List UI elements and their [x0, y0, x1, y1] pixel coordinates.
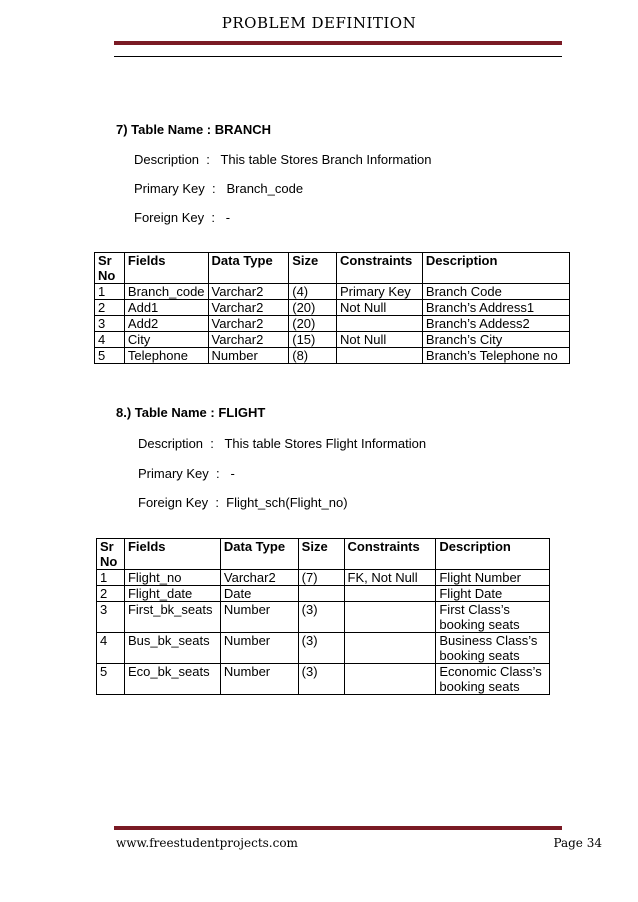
- table-cell: Not Null: [337, 332, 423, 348]
- table-cell: Primary Key: [337, 284, 423, 300]
- table-cell: 3: [95, 316, 125, 332]
- table-cell: Bus_bk_seats: [124, 633, 220, 664]
- table-cell: Flight_date: [124, 586, 220, 602]
- table-row: [95, 348, 570, 364]
- table-row: [95, 332, 570, 348]
- table-cell: Number: [220, 602, 298, 633]
- table-cell: (3): [298, 664, 344, 695]
- table-cell: (15): [289, 332, 337, 348]
- table-header-row: [97, 539, 550, 570]
- header-rule: [114, 56, 562, 57]
- column-header: Description: [422, 253, 569, 284]
- table-cell: 5: [97, 664, 125, 695]
- table-cell: Number: [208, 348, 289, 364]
- column-header: Data Type: [220, 539, 298, 570]
- table-row: [97, 586, 550, 602]
- table-cell: [344, 602, 436, 633]
- table-cell: Number: [220, 633, 298, 664]
- section-7-title: 7) Table Name : BRANCH: [116, 122, 272, 137]
- table-row: [95, 284, 570, 300]
- footer-page-number: Page 34: [553, 836, 602, 850]
- table-cell: (7): [298, 570, 344, 586]
- section-7-foreign-key: Foreign Key : -: [134, 210, 231, 225]
- column-header: Sr No: [97, 539, 125, 570]
- header-accent-rule: [114, 41, 562, 45]
- footer-website-link[interactable]: www.freestudentprojects.com: [116, 836, 298, 850]
- table-cell: Varchar2: [208, 284, 289, 300]
- table-cell: [344, 586, 436, 602]
- table-cell: FK, Not Null: [344, 570, 436, 586]
- section-7-description: Description : This table Stores Branch Information: [134, 152, 432, 167]
- table-cell: First Class’s booking seats: [436, 602, 550, 633]
- table-cell: 4: [95, 332, 125, 348]
- table-cell: (20): [289, 300, 337, 316]
- table-cell: Add1: [124, 300, 208, 316]
- table-cell: Business Class’s booking seats: [436, 633, 550, 664]
- column-header: Sr No: [95, 253, 125, 284]
- table-cell: Branch Code: [422, 284, 569, 300]
- column-header: Constraints: [344, 539, 436, 570]
- table-cell: (20): [289, 316, 337, 332]
- table-cell: Varchar2: [208, 316, 289, 332]
- table-cell: [298, 586, 344, 602]
- table-cell: Branch_code: [124, 284, 208, 300]
- table-row: [97, 602, 550, 633]
- table-cell: Branch’s Addess2: [422, 316, 569, 332]
- column-header: Size: [289, 253, 337, 284]
- table-cell: Branch’s Address1: [422, 300, 569, 316]
- table-cell: Varchar2: [208, 332, 289, 348]
- table-cell: Economic Class’s booking seats: [436, 664, 550, 695]
- table-row: [97, 664, 550, 695]
- table-header-row: [95, 253, 570, 284]
- table-cell: 3: [97, 602, 125, 633]
- table-cell: Telephone: [124, 348, 208, 364]
- table-cell: Number: [220, 664, 298, 695]
- table-cell: 1: [97, 570, 125, 586]
- table-cell: Flight Date: [436, 586, 550, 602]
- table-cell: [337, 348, 423, 364]
- table-cell: Date: [220, 586, 298, 602]
- table-cell: 4: [97, 633, 125, 664]
- footer-accent-rule: [114, 826, 562, 830]
- table-cell: Flight Number: [436, 570, 550, 586]
- column-header: Fields: [124, 253, 208, 284]
- section-8-primary-key: Primary Key : -: [138, 466, 235, 481]
- table-cell: Varchar2: [220, 570, 298, 586]
- table-cell: 5: [95, 348, 125, 364]
- table-cell: Flight_no: [124, 570, 220, 586]
- section-8-title: 8.) Table Name : FLIGHT: [116, 405, 266, 420]
- table-row: [95, 300, 570, 316]
- table-cell: 2: [97, 586, 125, 602]
- column-header: Data Type: [208, 253, 289, 284]
- table-cell: (3): [298, 633, 344, 664]
- table-cell: Branch’s City: [422, 332, 569, 348]
- table-row: [97, 633, 550, 664]
- column-header: Constraints: [337, 253, 423, 284]
- table-cell: Eco_bk_seats: [124, 664, 220, 695]
- table-row: [97, 570, 550, 586]
- column-header: Fields: [124, 539, 220, 570]
- table-cell: City: [124, 332, 208, 348]
- section-8-foreign-key: Foreign Key : Flight_sch(Flight_no): [138, 495, 348, 510]
- page-header-title: PROBLEM DEFINITION: [221, 14, 417, 32]
- table-cell: [344, 633, 436, 664]
- table-cell: 1: [95, 284, 125, 300]
- column-header: Size: [298, 539, 344, 570]
- table-cell: (3): [298, 602, 344, 633]
- section-8-description: Description : This table Stores Flight Information: [138, 436, 427, 451]
- table-cell: 2: [95, 300, 125, 316]
- table-cell: Branch’s Telephone no: [422, 348, 569, 364]
- flight-table: [96, 538, 550, 695]
- column-header: Description: [436, 539, 550, 570]
- section-7-primary-key: Primary Key : Branch_code: [134, 181, 304, 196]
- table-cell: (4): [289, 284, 337, 300]
- table-cell: [344, 664, 436, 695]
- table-cell: (8): [289, 348, 337, 364]
- table-cell: Varchar2: [208, 300, 289, 316]
- table-cell: First_bk_seats: [124, 602, 220, 633]
- table-cell: Add2: [124, 316, 208, 332]
- table-cell: [337, 316, 423, 332]
- table-row: [95, 316, 570, 332]
- table-cell: Not Null: [337, 300, 423, 316]
- branch-table: [94, 252, 570, 364]
